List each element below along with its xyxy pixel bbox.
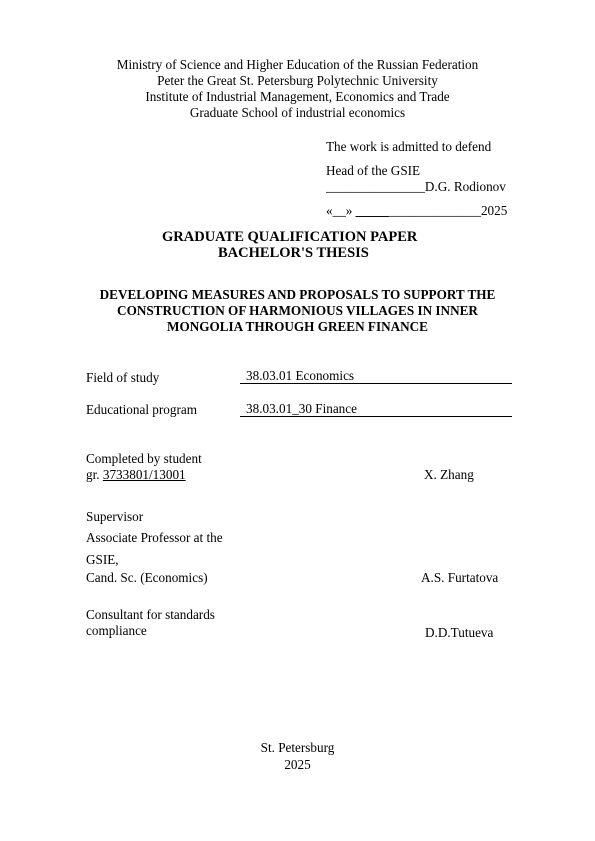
student-group-number: 3733801/13001 bbox=[102, 467, 186, 482]
supervisor-title-2: GSIE, bbox=[86, 552, 119, 567]
ministry-line: Ministry of Science and Higher Education of the Russian Federation bbox=[116, 57, 479, 72]
university-line: Peter the Great St. Petersburg Polytechnic University bbox=[157, 73, 438, 88]
footer-city: St. Petersburg bbox=[260, 740, 335, 755]
student-label: Completed by student bbox=[86, 451, 202, 466]
topic-line-3: MONGOLIA THROUGH GREEN FINANCE bbox=[167, 319, 428, 334]
supervisor-label: Supervisor bbox=[86, 509, 144, 524]
supervisor-title-1: Associate Professor at the bbox=[86, 530, 223, 545]
date-day: «__» bbox=[326, 203, 353, 218]
admission-date bbox=[326, 203, 507, 219]
admitted-text: The work is admitted to defend bbox=[326, 139, 492, 154]
date-month-blank: _____ bbox=[355, 203, 389, 218]
program-label: Educational program bbox=[86, 402, 197, 417]
topic-line-2: CONSTRUCTION OF HARMONIOUS VILLAGES IN INNER bbox=[117, 303, 478, 318]
student-name: X. Zhang bbox=[424, 467, 474, 482]
field-of-study-underline bbox=[240, 383, 512, 384]
student-group-line bbox=[86, 467, 186, 483]
topic-line-1: DEVELOPING MEASURES AND PROPOSALS TO SUPPORT THE bbox=[99, 287, 496, 302]
date-year: ______________2025 bbox=[388, 203, 508, 218]
head-signature-line: _______________D.G. Rodionov bbox=[326, 179, 506, 194]
program-underline bbox=[240, 416, 512, 417]
supervisor-title-3: Cand. Sc. (Economics) bbox=[86, 570, 208, 585]
consultant-label-1: Consultant for standards bbox=[86, 607, 215, 622]
supervisor-name: A.S. Furtatova bbox=[421, 570, 499, 585]
field-of-study-label: Field of study bbox=[86, 370, 160, 385]
head-title: Head of the GSIE bbox=[326, 163, 421, 178]
school-line: Graduate School of industrial economics bbox=[189, 105, 406, 120]
field-of-study-value: 38.03.01 Economics bbox=[246, 368, 355, 383]
paper-type-title: GRADUATE QUALIFICATION PAPER bbox=[162, 229, 418, 245]
institute-line: Institute of Industrial Management, Economics and Trade bbox=[145, 89, 450, 104]
consultant-label-2: compliance bbox=[86, 623, 147, 638]
footer-year: 2025 bbox=[284, 757, 311, 772]
student-group-prefix: gr. bbox=[86, 467, 103, 482]
thesis-type-title: BACHELOR'S THESIS bbox=[218, 245, 369, 261]
consultant-name: D.D.Tutueva bbox=[425, 625, 494, 640]
program-value: 38.03.01_30 Finance bbox=[246, 401, 357, 416]
